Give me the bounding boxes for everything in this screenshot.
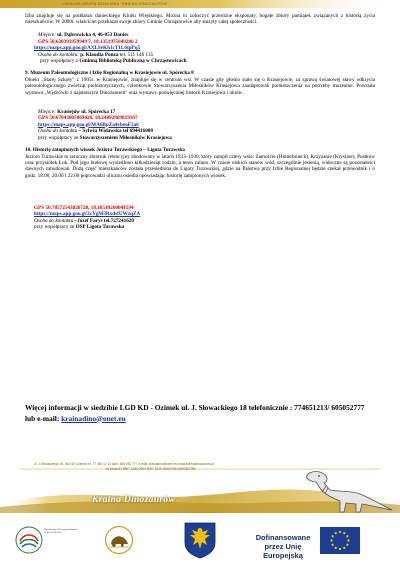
footer-registry-line: nr konta 51 8907 1050 2004 3007 3211 0003 KRS 0000311790 [106,467,196,471]
section-9-partner-row: przy współpracy ze Stowarzyszeniem Miłośników Krasiejowa [38,134,172,141]
eu-star [346,544,348,546]
header-ribbon [0,0,400,9]
eu-star [335,532,337,534]
eu-star [346,535,348,537]
prow-logo [14,525,44,555]
eu-star [335,547,337,549]
section-9-gps: GPS 50.67043005069426, 18.24892869819167 [38,115,138,121]
section-9-place-row: Miejsce: Krasiejów ul. Spórecka 17 [38,108,116,115]
section-10-heading: 10. Historię zatopionych wiosek Jeziora Turawskiego – Ligota Turawska [25,147,185,153]
intro-gps: GPS 50.620391959949 7, 18.1351975849286 2 [38,38,138,45]
eu-star [339,548,341,550]
contact-email-link[interactable]: krainadino@onet.eu [61,413,126,423]
lgd-circle-logo [104,525,134,555]
section-10-contact-row: Osoba do kontaktu –Józef Farys tel.727241620 [34,217,134,224]
intro-place-row: Miejsce: ul. Dąbrowicka 4, 46-053 Daniec [38,32,129,38]
eu-star [330,539,332,541]
intro-partner-row: przy współpracy z Gminną Biblioteką Publiczną w Chrząstowicach [40,58,187,64]
eu-funding-text: Dofinansowane przez Unię Europejską [255,533,311,560]
intro-paragraph: Izba znajduje się na poddaszu danieckiego Klubu Wiejskiego. Można tu zobaczyć przeróżne eksponaty, bogate zbiory pamiątek związanych z historią życia mieszkańców. W 2000r. właściciel przekazał swoje zbiory Gminie Chrząstowice aby służyły całej społeczności. [25,13,375,26]
section-10-map-link[interactable]: https://maps.app.goo.gl/2cYgM3RxdsfUWzqZA [34,211,141,217]
dinosaur-illustration [300,468,395,514]
lgd-header-label: LOKALNA GRUPA DZIAŁANIA "KRAINA DINOZAURÓW" [62,2,169,6]
eu-star [332,544,334,546]
eu-star [343,532,345,534]
intro-map-link[interactable]: https://maps.app.goo.gl/AXL8eKh1cT1L6tpPq5 [34,45,141,51]
section-9-heading: 9. Muzeum Paleontologiczne i Izbę Regionalną w Krasiejowie ul. Spórecka 8 [25,70,194,76]
eu-star [347,539,349,541]
eu-star [332,535,334,537]
more-info-text: Więcej informacji w siedzibie LGD KD - Ozimek ul. J. Słowackiego 18 telefonicznie : 774651213/ 605052777 lub e-mail: [25,403,365,423]
eu-flag-icon [320,527,360,554]
opolskie-coat-of-arms-icon [183,521,217,559]
eu-star [343,547,345,549]
section-10-gps: GPS 50.78572543026728, 18.18519200041594 [34,204,134,211]
footer-brand-name: Kraina Dinozaurów [92,495,175,505]
partner-logos-strip [0,517,400,563]
section-9-map-link[interactable]: https://maps.app.goo.gl/MA6BpZa4vbeoF5a6 [38,121,139,128]
prow-logo-text: Plan Rozwoju Obszarów Wiejskich na lata 2023-2027 [44,529,78,534]
section-10-paragraph: Jezioro Turawskie to sztuczny zbiornik retencyjny zbudowany w latach 1933–1939, który zatopił cztery wsie: Zamośćie (Hinterbrueck), Krzyżanie (Krysline), Pustków oraz przysiółek Łuk. Pod jego budowę wysiedlono kilkadziesiąt rodzin, a teren zalano. W czasie niskich stanów wód, szczególnie jesienią, widoczne są pozostałości dawnych zabudowań. Dużą część mieszkańców została przesiedlona do Ligoty Turawskiej, gdzie na Państwa przy Izbie Regionalnej będzie czekał przewodnik i o godz. 18.00, 20.00 i 22.00 poprowadzi ulicami osiedla opowiadając historię zatopionych wiosek. [25,153,375,179]
footer-address-line: ul. J.Słowackiego 18, 46-040 Ozimek tel. 77 465 12 13 kom. 605 052 777 e-mail: krainadino@onet.eu www.krainadinozaurow.pl [34,462,215,466]
section-9-contact-row: Osoba do kontaktu – Sylwia Widawska tel 694416008 [38,128,153,134]
section-10-partner-row: przy współpracy ze OSP Ligota Turawska [34,224,125,230]
intro-contact-row: Osoba do kontaktu: p. Klaudia Ponza tel. 511 146 135 [38,51,154,58]
more-info-block [25,403,375,424]
eu-star [339,531,341,533]
section-9-paragraph: Obiekt „Starej Szkoły" z 1905r. w Krasiejowie, znajduje się w centrum wsi. W czasie gdy głośno stało się o Krasiejowie, za sprawą światowej sławy odkrycia paleontologicznego zwierząt prehistorycznych, członkowie Stowarzyszenia Miłośników Krasiejowa zaadaptowali pomieszczenia na potrzeby muzealne. Powstała wystawa „Wędrówki z najstarszym Dinozaurem" oraz wystawy poświęconej historii Krasiejowa i okolic. [25,77,375,96]
